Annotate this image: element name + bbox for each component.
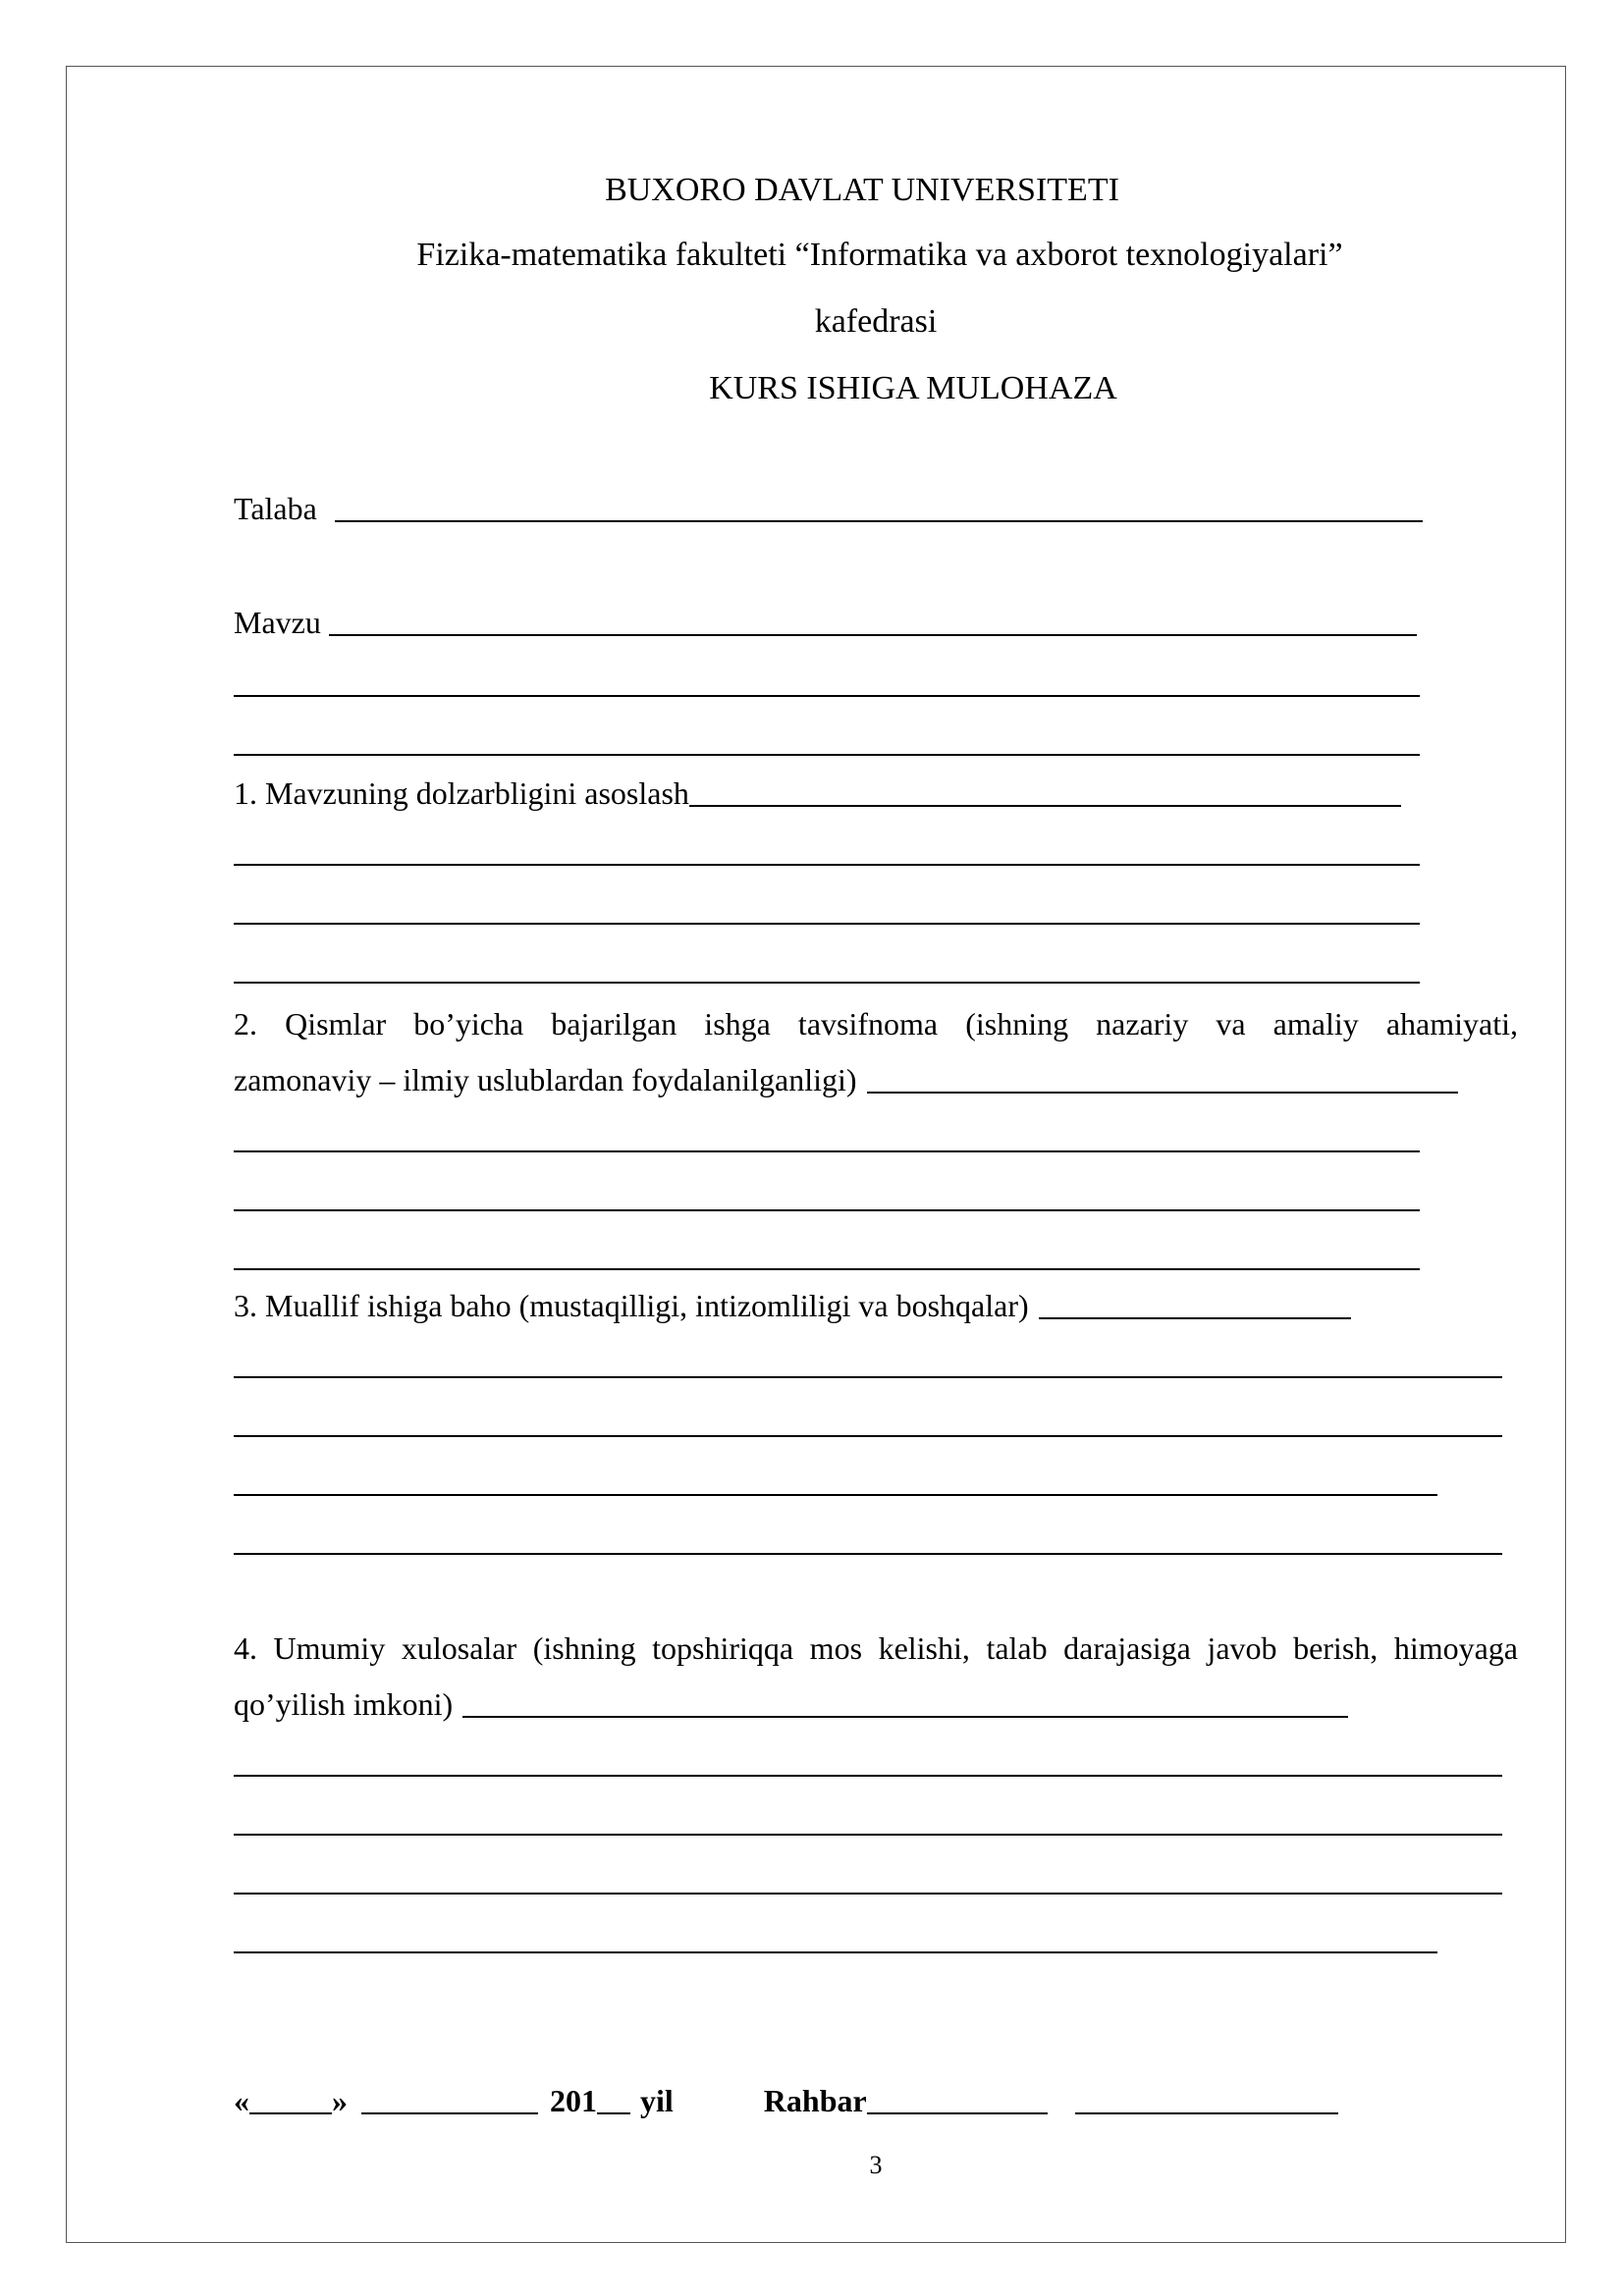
section-4-cont-row xyxy=(234,1684,1348,1724)
section-1-input-line[interactable] xyxy=(689,775,1401,807)
month-input-line[interactable] xyxy=(361,2083,538,2114)
section-1-blank-line[interactable] xyxy=(234,864,1420,866)
section-2-text: 2. Qismlar bo’yicha bajarilgan ishga tavsifnoma (ishning nazariy va amaliy ahamiyati, xyxy=(234,1006,1518,1041)
page-number: 3 xyxy=(869,2151,883,2179)
section-2-input-line[interactable] xyxy=(867,1062,1458,1094)
close-quote: » xyxy=(332,2083,348,2118)
student-label: Talaba xyxy=(234,491,317,526)
topic-row xyxy=(234,603,1417,642)
section-3-label: 3. Muallif ishiga baho (mustaqilligi, intizomliligi va boshqalar) xyxy=(234,1288,1029,1323)
section-4-text: 4. Umumiy xulosalar (ishning topshiriqqa mos kelishi, talab darajasiga javob berish, himoyaga xyxy=(234,1630,1518,1666)
year-input-line[interactable] xyxy=(597,2083,630,2114)
supervisor-label: Rahbar xyxy=(763,2083,867,2118)
section-3-blank-line[interactable] xyxy=(234,1435,1502,1437)
section-1-label: 1. Mavzuning dolzarbligini asoslash xyxy=(234,775,689,811)
open-quote: « xyxy=(234,2083,249,2118)
section-1-blank-line[interactable] xyxy=(234,923,1420,925)
section-3-blank-line[interactable] xyxy=(234,1553,1502,1555)
section-4-blank-line[interactable] xyxy=(234,1775,1502,1777)
section-2-blank-line[interactable] xyxy=(234,1268,1420,1270)
section-3-blank-line[interactable] xyxy=(234,1494,1437,1496)
section-4-input-line[interactable] xyxy=(462,1686,1348,1718)
signature-input-line[interactable] xyxy=(1075,2083,1338,2114)
section-1-blank-line[interactable] xyxy=(234,982,1420,984)
section-4-blank-line[interactable] xyxy=(234,1951,1437,1953)
university-title: BUXORO DAVLAT UNIVERSITETI xyxy=(605,172,1119,208)
section-2-blank-line[interactable] xyxy=(234,1150,1420,1152)
topic-blank-line[interactable] xyxy=(234,695,1420,697)
topic-blank-line[interactable] xyxy=(234,754,1420,756)
topic-input-line[interactable] xyxy=(329,605,1417,636)
section-1-row xyxy=(234,774,1401,813)
supervisor-input-line[interactable] xyxy=(867,2083,1048,2114)
day-input-line[interactable] xyxy=(249,2083,332,2114)
form-title: KURS ISHIGA MULOHAZA xyxy=(709,370,1117,406)
section-2-cont-row xyxy=(234,1060,1458,1099)
student-input-line[interactable] xyxy=(335,491,1423,522)
year-suffix: yil xyxy=(640,2083,674,2118)
section-4-blank-line[interactable] xyxy=(234,1893,1502,1895)
faculty-line: Fizika-matematika fakulteti “Informatika va axborot texnologiyalari” xyxy=(416,237,1343,273)
section-3-blank-line[interactable] xyxy=(234,1376,1502,1378)
section-4-blank-line[interactable] xyxy=(234,1834,1502,1836)
section-3-row xyxy=(234,1286,1351,1325)
section-2-blank-line[interactable] xyxy=(234,1209,1420,1211)
section-4-cont-label: qo’yilish imkoni) xyxy=(234,1686,454,1722)
student-row xyxy=(234,489,1423,528)
section-2-cont-label: zamonaviy – ilmiy uslublardan foydalanilganligi) xyxy=(234,1062,857,1097)
signature-row xyxy=(234,2081,1338,2120)
department-line: kafedrasi xyxy=(814,303,938,340)
topic-label: Mavzu xyxy=(234,605,321,640)
year-prefix: 201 xyxy=(550,2083,597,2118)
section-3-input-line[interactable] xyxy=(1039,1288,1351,1319)
